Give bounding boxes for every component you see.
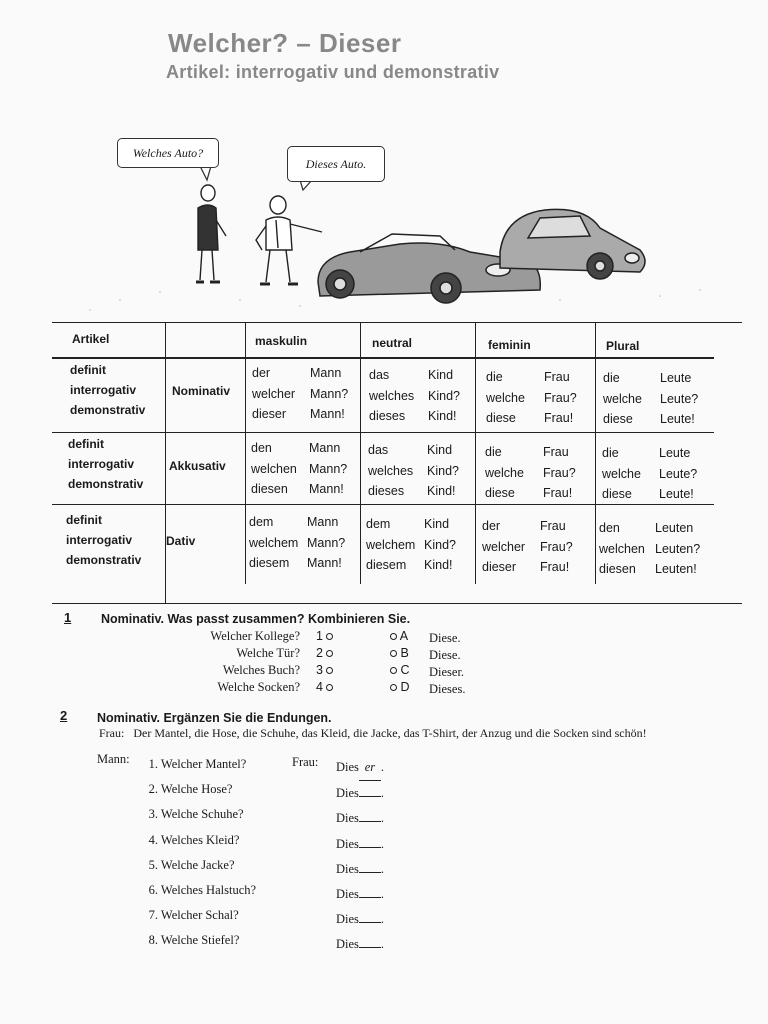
answer-blank[interactable]: [359, 872, 381, 873]
exercise-1-title: Nominativ. Was passt zusammen? Kombinieren Sie.: [101, 612, 411, 626]
exercise-1-numbers: 1 2 3 4: [316, 628, 333, 696]
header-artikel: Artikel: [72, 332, 110, 346]
mann-label: Mann:: [97, 752, 130, 766]
akk-fem-article: die welche diese: [485, 445, 524, 500]
answer-blank[interactable]: [359, 897, 381, 898]
nom-pl-article: die welche diese: [603, 371, 642, 426]
exercise-2-intro: Frau: Der Mantel, die Hose, die Schuhe, das Kleid, die Jacke, das T-Shirt, der Anzug und die Socken sind schön!: [99, 726, 647, 740]
row-labels: definit interrogativ demonstrativ: [68, 437, 144, 491]
answer-blank[interactable]: [359, 922, 381, 923]
exercise-1-letters: A B C D: [390, 628, 410, 696]
match-dot-icon[interactable]: [390, 684, 397, 691]
list-item: 5. Welche Jacke?: [148, 857, 235, 872]
exercise-2-title: Nominativ. Ergänzen Sie die Endungen.: [97, 711, 332, 725]
man-right-figure: [256, 196, 322, 284]
case-nominativ: Nominativ: [172, 384, 231, 398]
speech-bubble-left: Welches Auto?: [117, 138, 219, 168]
nom-mask-article: der welcher dieser: [252, 366, 296, 421]
frau-label: Frau:: [292, 755, 319, 769]
dat-fem-article: der welcher dieser: [482, 519, 526, 574]
dat-mask-noun: Mann Mann? Mann!: [307, 515, 346, 570]
match-dot-icon[interactable]: [390, 667, 397, 674]
man-left-figure: [196, 185, 226, 282]
akk-pl-article: die welche diese: [602, 446, 641, 501]
list-item: 6. Welches Halstuch?: [148, 883, 257, 898]
header-maskulin: maskulin: [255, 334, 308, 348]
nom-fem-noun: Frau Frau? Frau!: [544, 370, 577, 425]
dat-neut-noun: Kind Kind? Kind!: [424, 517, 456, 572]
page-subtitle: Artikel: interrogativ und demonstrativ: [166, 62, 500, 82]
nom-pl-noun: Leute Leute? Leute!: [660, 371, 699, 426]
case-dativ: Dativ: [166, 534, 196, 548]
nom-fem-article: die welche diese: [486, 370, 525, 425]
list-item: 2. Welche Hose?: [148, 782, 233, 797]
dat-neut-article: dem welchem diesem: [366, 517, 416, 572]
match-dot-icon[interactable]: [326, 667, 333, 674]
exercise-1-number: 1: [64, 610, 72, 625]
akk-mask-noun: Mann Mann? Mann!: [309, 441, 348, 496]
list-item: 7. Welcher Schal?: [148, 908, 239, 923]
exercise-1-answers: Diese. Diese. Dieser. Dieses.: [429, 631, 466, 696]
dat-pl-article: den welchen diesen: [599, 521, 645, 576]
exercise-1-questions: Welcher Kollege? Welche Tür? Welches Buch? Welche Socken?: [210, 629, 300, 694]
akk-fem-noun: Frau Frau? Frau!: [543, 445, 576, 500]
speech-bubble-right: Dieses Auto.: [287, 146, 385, 182]
row-labels: definit interrogativ demonstrativ: [70, 363, 146, 417]
akk-pl-noun: Leute Leute? Leute!: [659, 446, 698, 501]
akk-mask-article: den welchen diesen: [251, 441, 297, 496]
answer-blank[interactable]: [359, 947, 381, 948]
match-dot-icon[interactable]: [326, 633, 333, 640]
match-dot-icon[interactable]: [326, 684, 333, 691]
header-feminin: feminin: [488, 338, 531, 352]
match-dot-icon[interactable]: [326, 650, 333, 657]
exercise-2-number: 2: [60, 708, 68, 723]
nom-mask-noun: Mann Mann? Mann!: [310, 366, 349, 421]
page-title: Welcher? – Dieser: [168, 28, 402, 58]
answer-blank[interactable]: [359, 847, 381, 848]
case-akkusativ: Akkusativ: [169, 459, 226, 473]
answer-blank[interactable]: [359, 821, 381, 822]
row-labels: definit interrogativ demonstrativ: [66, 513, 142, 567]
nom-neut-noun: Kind Kind? Kind!: [428, 368, 460, 423]
list-item: 3. Welche Schuhe?: [148, 807, 244, 822]
list-item: 4. Welches Kleid?: [148, 832, 240, 847]
match-dot-icon[interactable]: [390, 633, 397, 640]
dat-mask-article: dem welchem diesem: [249, 515, 299, 570]
akk-neut-noun: Kind Kind? Kind!: [427, 443, 459, 498]
article-table: [52, 322, 742, 604]
exercise-2-questions: [136, 752, 256, 954]
nom-neut-article: das welches dieses: [369, 368, 415, 423]
header-neutral: neutral: [372, 336, 413, 350]
akk-neut-article: das welches dieses: [368, 443, 414, 498]
dat-pl-noun: Leuten Leuten? Leuten!: [655, 521, 701, 576]
list-item: 1. Welcher Mantel?: [148, 757, 247, 771]
exercise-2-answers: Dies er . Dies . Dies . Dies . Dies . Dies . Dies . Dies .: [336, 755, 384, 958]
answer-blank[interactable]: er: [359, 755, 381, 781]
list-item: 8. Welche Stiefel?: [148, 933, 240, 948]
dat-fem-noun: Frau Frau? Frau!: [540, 519, 573, 574]
answer-blank[interactable]: [359, 796, 381, 797]
match-dot-icon[interactable]: [390, 650, 397, 657]
header-plural: Plural: [606, 339, 640, 353]
beetle-car: [500, 209, 645, 279]
